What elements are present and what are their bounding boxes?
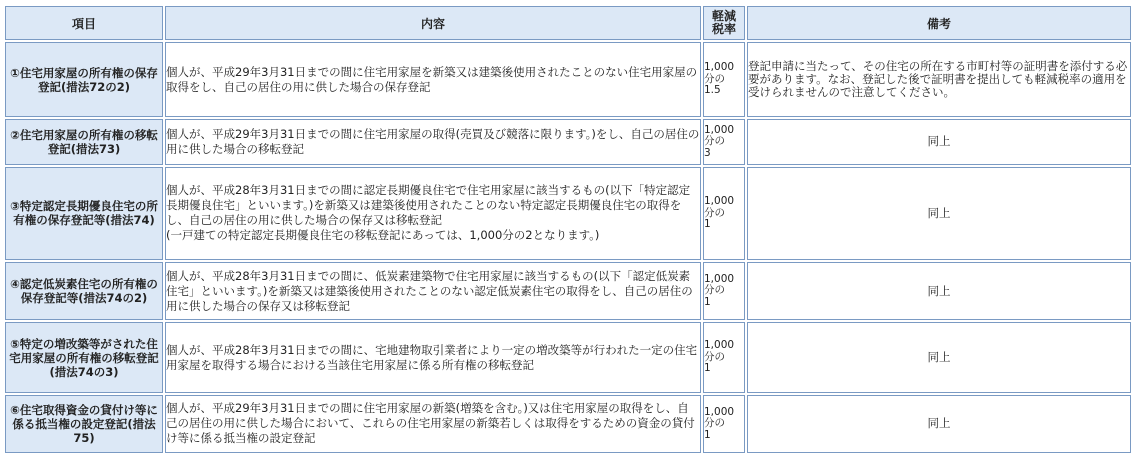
row-content: 個人が、平成28年3月31日までの間に、低炭素建築物で住宅用家屋に該当するもの(以下「認定低炭素住宅」といいます。)を新築又は建築後使用されたことのない認定低炭素住宅の取得をし、自己の居住の用に供した場合の保存又は移転登記 [165,262,701,320]
row-content: 個人が、平成28年3月31日までの間に認定長期優良住宅で住宅用家屋に該当するもの(以下「特定認定長期優良住宅」といいます。)を新築又は建築後使用されたことのない特定認定長期優良住宅の取得をし、自己の居住の用に供した場合の保存又は移転登記 (一戸建ての特定認定長期優良住宅の移転登記にあっては、1,000分の2となります。) [165,167,701,260]
row-item: ③特定認定長期優良住宅の所有権の保存登記等(措法74) [5,167,163,260]
row-item: ⑤特定の増改築等がされた住宅用家屋の所有権の移転登記(措法74の3) [5,322,163,392]
row-item: ⑥住宅取得資金の貸付け等に係る抵当権の設定登記(措法75) [5,395,163,453]
row-content: 個人が、平成28年3月31日までの間に、宅地建物取引業者により一定の増改築等が行われた一定の住宅用家屋を取得する場合における当該住宅用家屋に係る所有権の移転登記 [165,322,701,392]
row-rate: 1,000 分の 1 [703,262,745,320]
table-row [5,119,1131,164]
header-item: 項目 [5,6,163,40]
row-content: 個人が、平成29年3月31日までの間に住宅用家屋の取得(売買及び競落に限ります。)をし、自己の居住の用に供した場合の移転登記 [165,119,701,164]
row-item: ④認定低炭素住宅の所有権の保存登記等(措法74の2) [5,262,163,320]
row-remarks: 登記申請に当たって、その住宅の所在する市町村等の証明書を添付する必要があります。なお、登記した後で証明書を提出しても軽減税率の適用を受けられませんので注意してください。 [747,42,1131,117]
table-row [5,262,1131,320]
table-row [5,167,1131,260]
row-remarks: 同上 [747,167,1131,260]
header-content: 内容 [165,6,701,40]
row-rate: 1,000 分の 1 [703,322,745,392]
table-row [5,42,1131,117]
header-row [5,6,1131,40]
row-item: ②住宅用家屋の所有権の移転登記(措法73) [5,119,163,164]
row-remarks: 同上 [747,119,1131,164]
row-remarks: 同上 [747,395,1131,453]
row-content: 個人が、平成29年3月31日までの間に住宅用家屋を新築又は建築後使用されたことのない住宅用家屋の取得をし、自己の居住の用に供した場合の保存登記 [165,42,701,117]
registration-tax-table [3,4,1133,455]
row-item: ①住宅用家屋の所有権の保存登記(措法72の2) [5,42,163,117]
row-remarks: 同上 [747,262,1131,320]
row-rate: 1,000 分の 3 [703,119,745,164]
table-row [5,395,1131,453]
row-rate: 1,000 分の 1 [703,395,745,453]
row-remarks: 同上 [747,322,1131,392]
row-rate: 1,000 分の 1 [703,167,745,260]
header-rate: 軽減 税率 [703,6,745,40]
table-row [5,322,1131,392]
row-rate: 1,000 分の 1.5 [703,42,745,117]
header-remarks: 備考 [747,6,1131,40]
row-content: 個人が、平成29年3月31日までの間に住宅用家屋の新築(増築を含む。)又は住宅用家屋の取得をし、自己の居住の用に供した場合において、これらの住宅用家屋の新築若しくは取得をするための資金の貸付け等に係る抵当権の設定登記 [165,395,701,453]
